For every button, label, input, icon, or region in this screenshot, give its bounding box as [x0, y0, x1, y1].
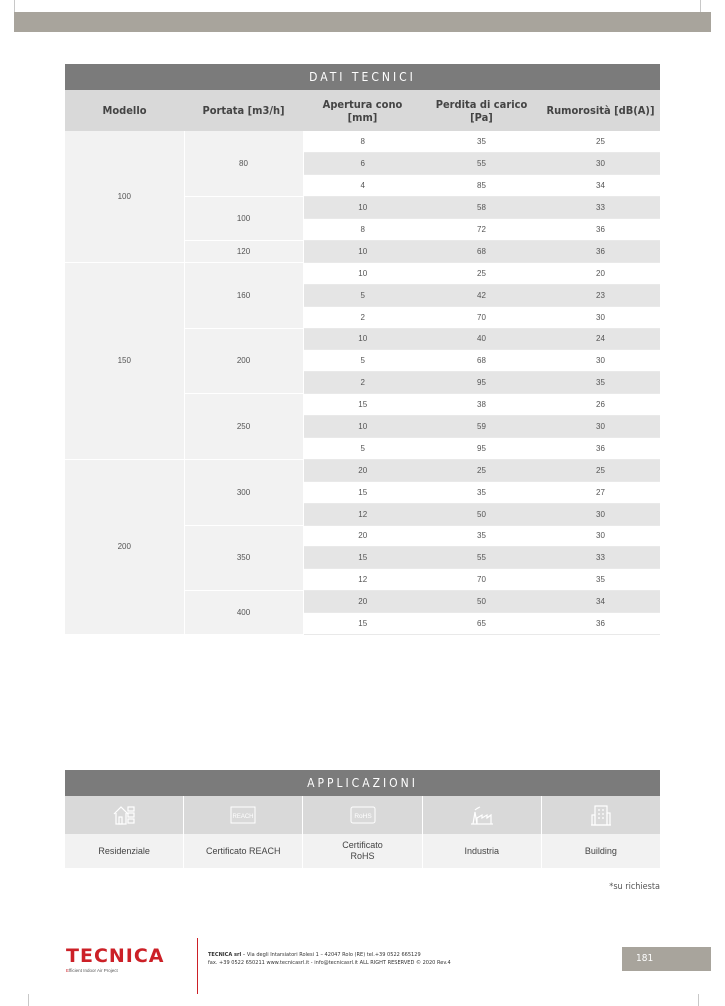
- industry-icon: [423, 796, 542, 834]
- cell-rumorosita: 24: [541, 328, 660, 350]
- cell-apertura: 5: [303, 284, 422, 306]
- header-portata: Portata [m3/h]: [184, 90, 303, 131]
- rohs-icon-text: RoHS: [353, 813, 372, 820]
- logo-tagline-e: E: [66, 968, 70, 973]
- cell-rumorosita: 27: [541, 481, 660, 503]
- cell-perdita: 50: [422, 591, 541, 613]
- tecnica-logo: [66, 947, 176, 974]
- cell-apertura: 12: [303, 503, 422, 525]
- building-icon: [542, 796, 660, 834]
- on-request-note: *su richiesta: [609, 882, 660, 892]
- cell-portata: 200: [184, 328, 303, 394]
- logo-tagline-text: fficient Indoor Air Project: [69, 968, 118, 973]
- cell-rumorosita: 30: [541, 306, 660, 328]
- logo-wordmark: TECNICA: [66, 945, 165, 967]
- cell-apertura: 15: [303, 481, 422, 503]
- cell-perdita: 70: [422, 569, 541, 591]
- cell-apertura: 8: [303, 219, 422, 241]
- cell-perdita: 38: [422, 394, 541, 416]
- cell-perdita: 95: [422, 437, 541, 459]
- cell-perdita: 50: [422, 503, 541, 525]
- cell-modello: 150: [65, 262, 184, 459]
- app-label-reach: Certificato REACH: [184, 834, 303, 868]
- cell-rumorosita: 30: [541, 503, 660, 525]
- applications-title: APPLICAZIONI: [65, 770, 660, 796]
- footer-contact: [208, 951, 451, 967]
- cell-perdita: 65: [422, 613, 541, 635]
- crop-mark: [700, 0, 701, 12]
- cell-portata: 160: [184, 262, 303, 328]
- cell-perdita: 58: [422, 197, 541, 219]
- residential-icon: [65, 796, 184, 834]
- cell-portata: 400: [184, 591, 303, 635]
- cell-rumorosita: 33: [541, 547, 660, 569]
- footer-line1: – Via degli Intarsiatori Rolesi 1 – 42047 Rolo (RE) tel.+39 0522 665129: [241, 952, 421, 958]
- cell-perdita: 85: [422, 175, 541, 197]
- cell-rumorosita: 36: [541, 240, 660, 262]
- header-apertura: Apertura cono [mm]: [303, 90, 422, 131]
- cell-perdita: 68: [422, 240, 541, 262]
- cell-rumorosita: 34: [541, 591, 660, 613]
- cell-apertura: 5: [303, 350, 422, 372]
- footer-line2: fax. +39 0522 650211 www.tecnicasrl.it - info@tecnicasrl.it ALL RIGHT RESERVED © 2020 Rev.4: [208, 960, 451, 966]
- cell-rumorosita: 20: [541, 262, 660, 284]
- cell-portata: 120: [184, 240, 303, 262]
- cell-apertura: 10: [303, 197, 422, 219]
- cell-portata: 350: [184, 525, 303, 591]
- cell-rumorosita: 36: [541, 437, 660, 459]
- cell-apertura: 20: [303, 591, 422, 613]
- cell-apertura: 20: [303, 525, 422, 547]
- cell-rumorosita: 26: [541, 394, 660, 416]
- cell-rumorosita: 35: [541, 569, 660, 591]
- cell-portata: 250: [184, 394, 303, 460]
- cell-apertura: 20: [303, 459, 422, 481]
- cell-apertura: 10: [303, 262, 422, 284]
- cell-perdita: 59: [422, 416, 541, 438]
- cell-apertura: 10: [303, 416, 422, 438]
- cell-perdita: 42: [422, 284, 541, 306]
- cell-rumorosita: 25: [541, 459, 660, 481]
- cell-perdita: 95: [422, 372, 541, 394]
- cell-apertura: 15: [303, 613, 422, 635]
- cell-portata: 80: [184, 131, 303, 197]
- cell-rumorosita: 36: [541, 613, 660, 635]
- cell-rumorosita: 30: [541, 416, 660, 438]
- table-row: [65, 131, 660, 153]
- cell-perdita: 25: [422, 262, 541, 284]
- header-modello: Modello: [65, 90, 184, 131]
- app-label-residenziale: Residenziale: [65, 834, 184, 868]
- cell-portata: 300: [184, 459, 303, 525]
- cell-rumorosita: 33: [541, 197, 660, 219]
- top-band: [14, 12, 711, 32]
- cell-perdita: 35: [422, 481, 541, 503]
- table-row: [65, 262, 660, 284]
- tech-data-table: [65, 90, 660, 635]
- cell-apertura: 2: [303, 306, 422, 328]
- cell-apertura: 4: [303, 175, 422, 197]
- cell-rumorosita: 30: [541, 350, 660, 372]
- crop-mark: [698, 994, 699, 1006]
- cell-perdita: 25: [422, 459, 541, 481]
- cell-perdita: 55: [422, 153, 541, 175]
- cell-apertura: 6: [303, 153, 422, 175]
- reach-icon-text: REACH: [232, 814, 254, 820]
- rohs-icon: [303, 796, 422, 834]
- cell-portata: 100: [184, 197, 303, 241]
- crop-mark: [28, 994, 29, 1006]
- cell-modello: 100: [65, 131, 184, 262]
- cell-perdita: 72: [422, 219, 541, 241]
- header-rumorosita: Rumorosità [dB(A)]: [541, 90, 660, 131]
- cell-rumorosita: 23: [541, 284, 660, 306]
- cell-modello: 200: [65, 459, 184, 634]
- cell-rumorosita: 34: [541, 175, 660, 197]
- footer-company: TECNICA srl: [208, 952, 242, 958]
- cell-rumorosita: 35: [541, 372, 660, 394]
- reach-icon: [184, 796, 303, 834]
- cell-apertura: 2: [303, 372, 422, 394]
- cell-apertura: 10: [303, 240, 422, 262]
- cell-rumorosita: 30: [541, 153, 660, 175]
- cell-perdita: 35: [422, 131, 541, 153]
- cell-perdita: 40: [422, 328, 541, 350]
- cell-rumorosita: 36: [541, 219, 660, 241]
- cell-perdita: 70: [422, 306, 541, 328]
- cell-rumorosita: 25: [541, 131, 660, 153]
- app-label-rohs: Certificato RoHS: [303, 834, 422, 868]
- tech-data-body: [65, 131, 660, 634]
- cell-perdita: 35: [422, 525, 541, 547]
- applications-grid: [65, 796, 660, 868]
- app-label-industria: Industria: [423, 834, 542, 868]
- logo-tagline: [66, 968, 176, 974]
- header-perdita: Perdita di carico [Pa]: [422, 90, 541, 131]
- cell-perdita: 68: [422, 350, 541, 372]
- cell-apertura: 15: [303, 547, 422, 569]
- tech-data-title: DATI TECNICI: [65, 64, 660, 90]
- cell-apertura: 10: [303, 328, 422, 350]
- cell-apertura: 15: [303, 394, 422, 416]
- cell-rumorosita: 30: [541, 525, 660, 547]
- cell-apertura: 8: [303, 131, 422, 153]
- cell-perdita: 55: [422, 547, 541, 569]
- app-label-building: Building: [542, 834, 660, 868]
- cell-apertura: 12: [303, 569, 422, 591]
- footer-divider: [197, 938, 198, 994]
- crop-mark: [14, 0, 15, 12]
- applications-labels-row: [65, 834, 660, 868]
- page-number: 181: [622, 947, 711, 971]
- cell-apertura: 5: [303, 437, 422, 459]
- applications-icons-row: [65, 796, 660, 834]
- table-row: [65, 459, 660, 481]
